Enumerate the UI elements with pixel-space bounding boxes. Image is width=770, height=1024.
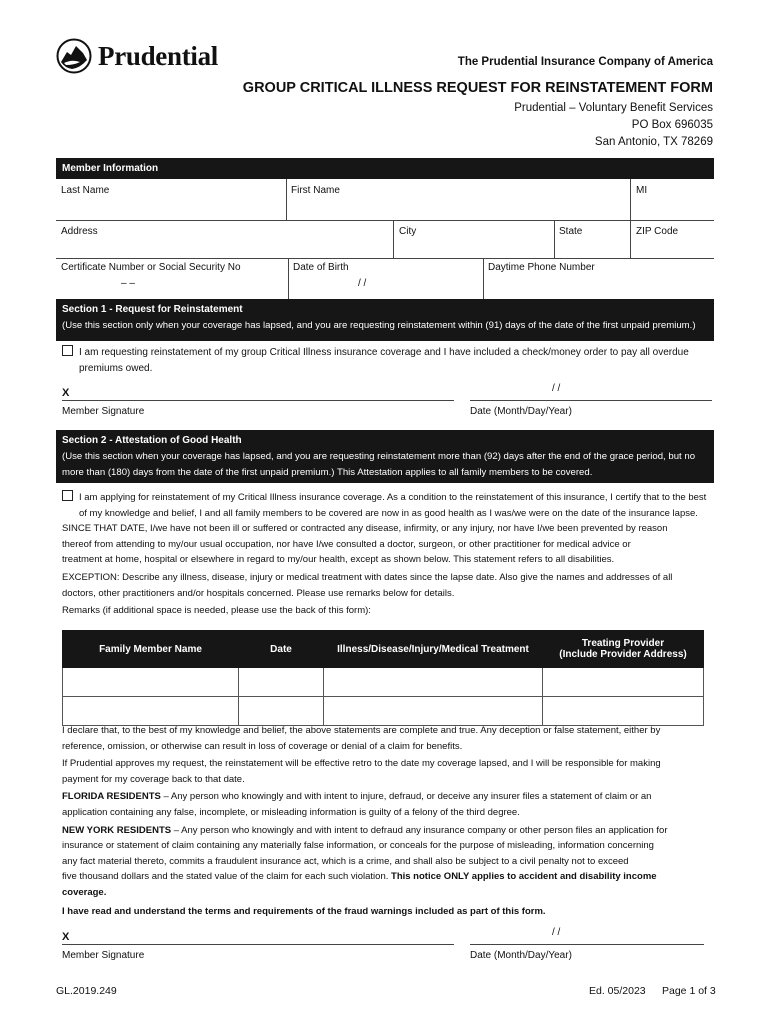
section-2-subtitle-1: (Use this section when your coverage has lapsed, and you are requesting reinstatement more than (92) days after the end of the grace period, but no [62, 451, 696, 462]
new-york-notice: This notice ONLY applies to accident and disability income [391, 871, 657, 883]
col-date: Date [239, 631, 324, 668]
attestation-checkbox[interactable] [62, 490, 73, 501]
date-label-1: Date (Month/Day/Year) [470, 406, 572, 417]
exception-text-2: doctors, other practitioners and/or hospitals concerned. Please use remarks below for details. [62, 587, 455, 599]
table-cell[interactable] [543, 668, 704, 697]
new-york-notice-2: coverage. [62, 886, 107, 898]
since-text-3: treatment at home, hospital or elsewhere in regard to my/our health, except as shown below. This statement refers to all disabilities. [62, 554, 615, 566]
rock-icon [56, 38, 92, 74]
section-1-title: Section 1 - Request for Reinstatement [62, 304, 243, 315]
declarations [62, 723, 712, 919]
declaration-2b: payment for my coverage back to that date. [62, 773, 245, 785]
form-title: GROUP CRITICAL ILLNESS REQUEST FOR REINSTATEMENT FORM [242, 80, 713, 96]
address-field[interactable]: Address [61, 226, 98, 237]
date-line-2[interactable] [470, 944, 704, 945]
signature-line-1[interactable] [62, 400, 454, 401]
col-treating-provider [543, 631, 704, 668]
table-cell[interactable] [324, 668, 543, 697]
new-york-text-b: insurance or statement of claim containing any materially false information, or conceals for the purpose of misleading, information concerning [62, 840, 654, 852]
florida-text-a: – Any person who knowingly and with intent to injure, defraud, or deceive any insurer files a statement of claim or an [160, 791, 652, 803]
col-illness-treatment: Illness/Disease/Injury/Medical Treatment [324, 631, 543, 668]
fraud-warning-acknowledgement: I have read and understand the terms and requirements of the fraud warnings included as part of this form. [62, 905, 546, 917]
declaration-2a: If Prudential approves my request, the reinstatement will be effective retro to the date my coverage lapsed, and I will be responsible for making [62, 758, 661, 770]
middle-initial-field[interactable]: MI [636, 185, 648, 196]
col-family-member-name: Family Member Name [63, 631, 239, 668]
company-name: The Prudential Insurance Company of America [457, 56, 713, 68]
address-line-2: PO Box 696035 [631, 119, 713, 131]
mailing-address [514, 100, 713, 151]
logo-text: Prudential [98, 40, 219, 71]
section-2-subtitle-2: more than (180) days from the date of the first unpaid premium.) This Attestation applies to all family members to be covered. [62, 467, 593, 478]
section-1-checkbox-text-1: I am requesting reinstatement of my group Critical Illness insurance coverage and I have included a check/money order to pay all overdue [79, 347, 689, 358]
section-1-checkbox-text-2: premiums owed. [79, 362, 153, 374]
table-cell[interactable] [239, 697, 324, 726]
declaration-1a: I declare that, to the best of my knowledge and belief, the above statements are complete and true. Any deception or false statement, either by [62, 725, 661, 736]
florida-text-b: application containing any false, incomplete, or misleading information is guilty of a felony of the third degree. [62, 806, 520, 818]
since-text-1: SINCE THAT DATE, I/we have not been ill or suffered or contracted any disease, infirmity, or any injury, nor have I/we been prevented by reason [62, 523, 668, 535]
date-line-1[interactable] [470, 400, 712, 401]
section-2-header [56, 430, 714, 483]
table-cell[interactable] [63, 697, 239, 726]
new-york-text-c: any fact material thereto, commits a fraudulent insurance act, which is a crime, and shall also be subject to a civil penalty not to exceed [62, 855, 629, 867]
section-2-title: Section 2 - Attestation of Good Health [62, 435, 242, 446]
new-york-label: NEW YORK RESIDENTS [62, 824, 172, 836]
member-info-grid [56, 179, 714, 299]
exception-text-1: EXCEPTION: Describe any illness, disease, injury or medical treatment with dates since the lapse date. Also give the names and addresses of all [62, 571, 673, 583]
date-label-2: Date (Month/Day/Year) [470, 950, 572, 961]
section-1-request [62, 345, 712, 376]
page-number: Page 1 of 3 [662, 985, 716, 997]
family-member-table [62, 630, 704, 726]
state-field[interactable]: State [559, 226, 583, 237]
daytime-phone-field[interactable]: Daytime Phone Number [488, 262, 595, 273]
member-info-header [56, 158, 714, 179]
member-signature-label-2: Member Signature [62, 950, 145, 961]
table-cell[interactable] [239, 668, 324, 697]
since-text-2: thereof from attending to my/our usual occupation, nor have I/we consulted a doctor, surgeon, or other practitioner for medical advice or [62, 538, 631, 550]
attestation-text-1: I am applying for reinstatement of my Critical Illness insurance coverage. As a condition to the reinstatement of this insurance, I certify that to the best [79, 492, 707, 503]
certificate-number-field[interactable]: Certificate Number or Social Security No [61, 262, 241, 273]
section-2-body [62, 490, 712, 619]
remarks-label: Remarks (if additional space is needed, please use the back of this form): [62, 605, 371, 617]
new-york-text-a: – Any person who knowingly and with intent to defraud any insurance company or other person files an application for [171, 824, 668, 836]
table-cell[interactable] [63, 668, 239, 697]
dob-separators: / / [358, 278, 367, 289]
section-1-header [56, 299, 714, 341]
treating-provider-label: Treating Provider [581, 638, 665, 649]
certificate-separators: – – [121, 278, 135, 289]
date-separators-2: / / [552, 927, 561, 938]
table-cell[interactable] [543, 697, 704, 726]
table-row [63, 697, 704, 726]
address-line-3: San Antonio, TX 78269 [594, 136, 713, 148]
member-info-title: Member Information [62, 163, 159, 174]
date-of-birth-field[interactable]: Date of Birth [293, 262, 349, 273]
attestation-text-2: of my knowledge and belief, I and all family members to be covered are now in as good health as I was/we were on the date of the insurance lapse. [79, 507, 698, 519]
florida-label: FLORIDA RESIDENTS [62, 791, 161, 803]
zip-field[interactable]: ZIP Code [636, 226, 679, 237]
last-name-field[interactable]: Last Name [61, 185, 110, 196]
city-field[interactable]: City [399, 226, 417, 237]
date-separators-1: / / [552, 383, 561, 394]
treating-provider-sublabel: (Include Provider Address) [559, 649, 687, 660]
member-signature-label-1: Member Signature [62, 406, 145, 417]
table-cell[interactable] [324, 697, 543, 726]
prudential-logo [56, 38, 218, 74]
first-name-field[interactable]: First Name [291, 185, 340, 196]
declaration-1b: reference, omission, or otherwise can result in loss of coverage or denial of a claim for benefits. [62, 740, 463, 752]
edition-date: Ed. 05/2023 [589, 985, 646, 997]
signature-line-2[interactable] [62, 944, 454, 945]
section-1-subtitle: (Use this section only when your coverage has lapsed, and you are requesting reinstatement within (91) days of the date of the first unpaid premium.) [62, 320, 696, 331]
table-row [63, 668, 704, 697]
address-line-1: Prudential – Voluntary Benefit Services [514, 102, 713, 114]
sig-x-mark-1: X [62, 387, 70, 399]
form-number: GL.2019.249 [56, 985, 117, 997]
sig-x-mark-2: X [62, 931, 70, 943]
reinstatement-checkbox[interactable] [62, 345, 73, 356]
new-york-text-d: five thousand dollars and the stated value of the claim for each such violation. [62, 871, 392, 883]
